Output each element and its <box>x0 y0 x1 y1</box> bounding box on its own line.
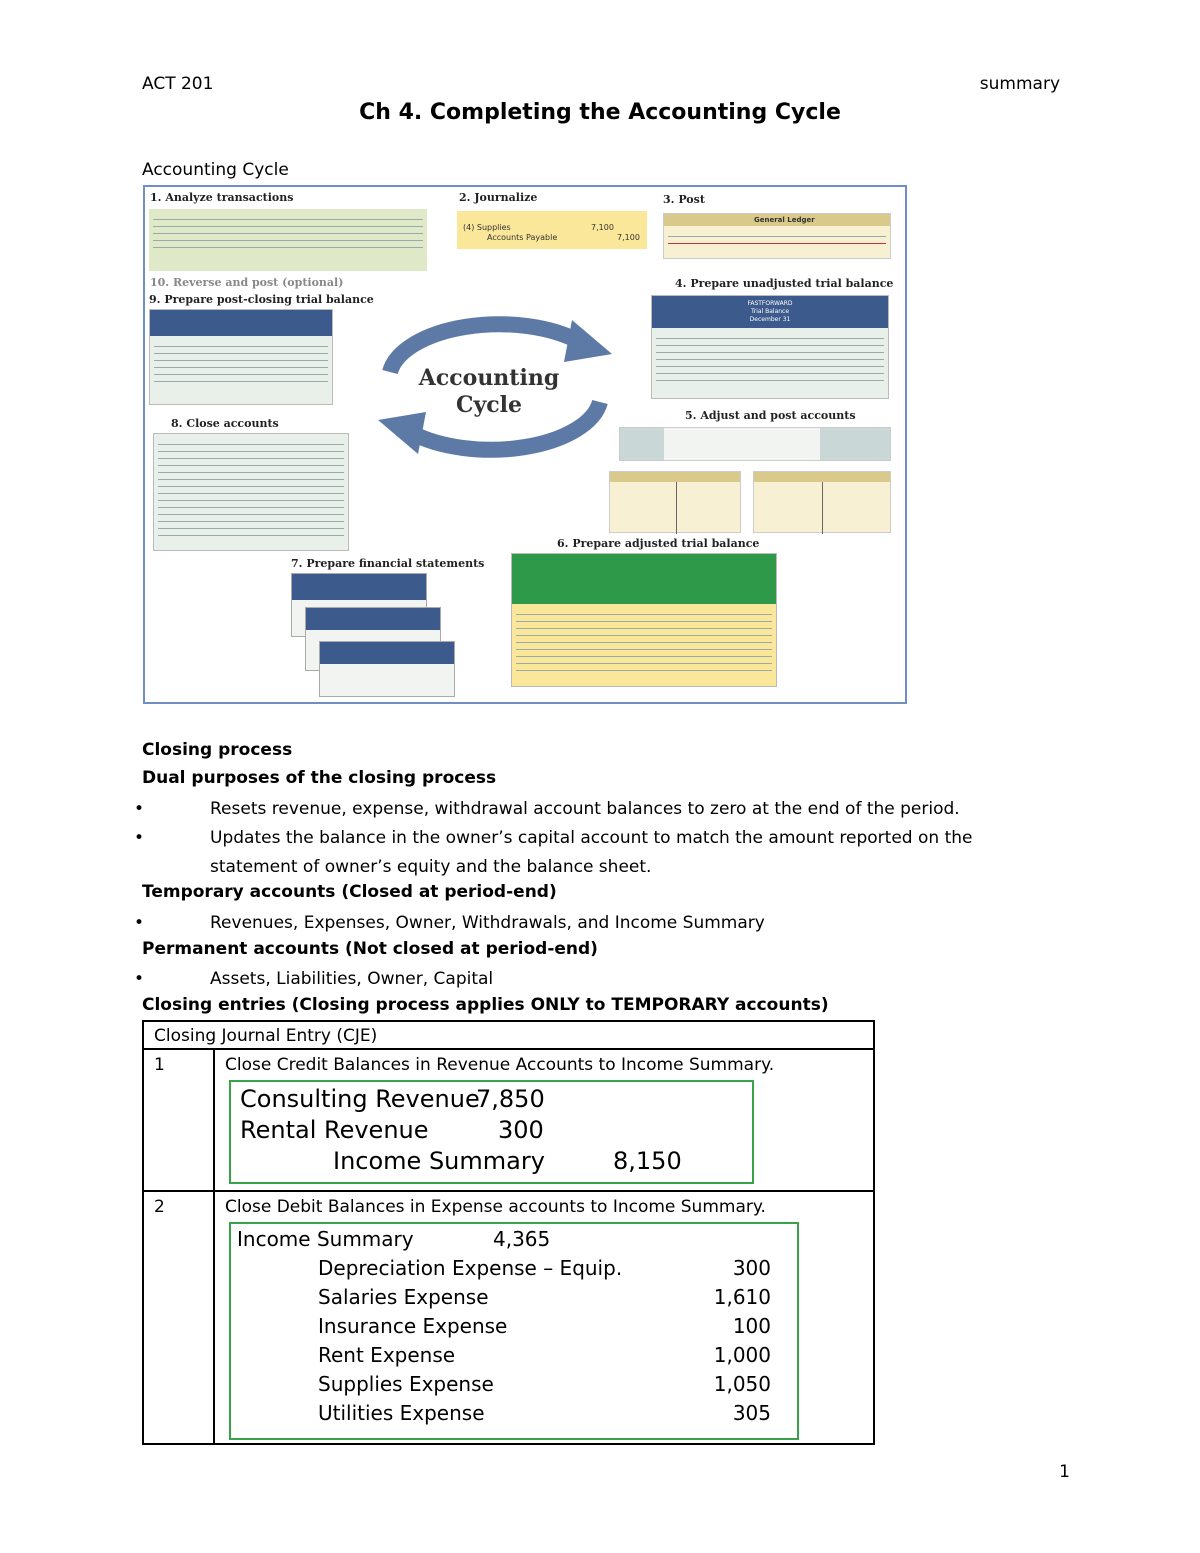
cje-number-2: 2 <box>154 1197 165 1217</box>
journal-supplies: (4) Supplies <box>463 223 511 232</box>
header-summary: summary <box>979 74 1060 94</box>
entry-account: Depreciation Expense – Equip. <box>318 1256 623 1280</box>
cycle-center-line1: Accounting <box>418 365 560 391</box>
table-header-row <box>144 1022 873 1050</box>
entry-credit: 8,150 <box>613 1147 682 1175</box>
journal-accounts-payable: Accounts Payable <box>487 233 558 242</box>
table-header: Closing Journal Entry (CJE) <box>154 1026 378 1046</box>
cje-entry-box-2 <box>229 1222 799 1440</box>
entry-credit: 100 <box>732 1314 771 1338</box>
step-3-label: 3. Post <box>663 193 705 206</box>
analyze-transactions-panel <box>149 209 427 271</box>
closing-journal-entry-table <box>142 1020 875 1445</box>
journal-credit: 7,100 <box>617 233 640 242</box>
entry-debit: 300 <box>498 1116 544 1144</box>
post-panel <box>663 213 891 259</box>
entry-account: Income Summary <box>333 1147 545 1175</box>
page-title: Ch 4. Completing the Accounting Cycle <box>359 100 841 125</box>
closing-process-heading: Closing process <box>142 740 293 760</box>
post-closing-trial-balance-panel <box>149 309 333 405</box>
step-7-label: 7. Prepare financial statements <box>291 557 485 570</box>
entry-account: Income Summary <box>237 1227 414 1251</box>
entry-credit: 1,050 <box>713 1372 771 1396</box>
entry-credit: 1,610 <box>713 1285 771 1309</box>
entry-debit: 7,850 <box>476 1085 545 1113</box>
general-ledger-title: General Ledger <box>754 216 815 224</box>
journal-debit: 7,100 <box>591 223 614 232</box>
entry-account: Insurance Expense <box>318 1314 508 1338</box>
cje-entry-box-1 <box>229 1080 754 1184</box>
tb-date: December 31 <box>749 316 791 323</box>
entry-account: Rental Revenue <box>240 1116 429 1144</box>
tb-company: FASTFORWARD <box>747 300 793 307</box>
list-item: • Revenues, Expenses, Owner, Withdrawals, and Income Summary <box>134 913 765 933</box>
entry-credit: 1,000 <box>713 1343 771 1367</box>
list-item: • Updates the balance in the owner’s capital account to match the amount reported on the statement of owner’s equity and the balance sheet. <box>134 828 973 877</box>
cje-description-1: Close Credit Balances in Revenue Accounts to Income Summary. <box>225 1055 775 1075</box>
close-accounts-panel <box>153 433 349 551</box>
step-2-label: 2. Journalize <box>459 191 538 204</box>
course-code: ACT 201 <box>142 74 214 94</box>
step-4-label: 4. Prepare unadjusted trial balance <box>675 277 894 290</box>
entry-account: Rent Expense <box>318 1343 456 1367</box>
balance-sheet <box>319 641 455 697</box>
supplies-expense-t-account <box>609 471 741 533</box>
unadjusted-trial-balance-panel <box>651 295 889 399</box>
adjust-entry-panel <box>619 427 891 461</box>
list-item: • Resets revenue, expense, withdrawal account balances to zero at the end of the period. <box>134 799 960 819</box>
page-number: 1 <box>1059 1462 1070 1482</box>
cycle-center-line2: Cycle <box>455 392 523 418</box>
adjusted-trial-balance-panel <box>511 553 777 687</box>
dual-purposes-list <box>134 795 1032 882</box>
step-5-label: 5. Adjust and post accounts <box>685 409 856 422</box>
temporary-accounts-list <box>134 909 1032 938</box>
accounting-cycle-heading: Accounting Cycle <box>142 160 289 180</box>
cje-number-1: 1 <box>154 1055 165 1075</box>
journalize-panel <box>457 211 647 249</box>
temporary-accounts-heading: Temporary accounts (Closed at period-end) <box>142 882 557 902</box>
supplies-t-account <box>753 471 891 533</box>
entry-account: Consulting Revenue <box>240 1085 480 1113</box>
accounting-cycle-figure <box>143 185 907 704</box>
step-1-label: 1. Analyze transactions <box>150 191 294 204</box>
step-9-label: 9. Prepare post-closing trial balance <box>149 293 374 306</box>
step-6-label: 6. Prepare adjusted trial balance <box>557 537 760 550</box>
entry-credit: 300 <box>732 1256 771 1280</box>
step-8-label: 8. Close accounts <box>171 417 279 430</box>
tb-title: Trial Balance <box>750 308 790 315</box>
dual-purposes-heading: Dual purposes of the closing process <box>142 768 497 788</box>
cje-description-2: Close Debit Balances in Expense accounts to Income Summary. <box>225 1197 766 1217</box>
step-10-label: 10. Reverse and post (optional) <box>150 276 344 289</box>
closing-entries-heading: Closing entries (Closing process applies ONLY to TEMPORARY accounts) <box>142 995 829 1015</box>
entry-debit: 4,365 <box>493 1227 551 1251</box>
permanent-accounts-heading: Permanent accounts (Not closed at period-end) <box>142 939 598 959</box>
entry-account: Salaries Expense <box>318 1285 489 1309</box>
list-item: • Assets, Liabilities, Owner, Capital <box>134 969 494 989</box>
entry-account: Supplies Expense <box>318 1372 494 1396</box>
entry-account: Utilities Expense <box>318 1401 485 1425</box>
entry-credit: 305 <box>732 1401 771 1425</box>
permanent-accounts-list <box>134 965 1032 994</box>
